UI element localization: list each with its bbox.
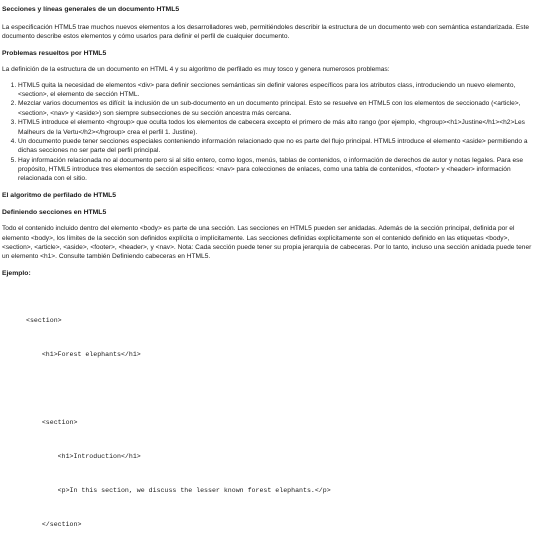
- example-heading: Ejemplo:: [2, 269, 31, 277]
- intro-paragraph: La especificación HTML5 trae muchos nuevos elementos a los desarrolladores web, permitiéndoles describir la estructura de un documento web con semántica estandarizada. Este documento describe estos elementos y cómo usarlos para definir el perfil de cualquier documento.: [2, 23, 530, 41]
- code-line: [26, 383, 538, 394]
- list-item: 4. Un documento puede tener secciones especiales conteniendo información relacionado que no es parte del flujo principal. HTML5 introduce el elemento <aside> permitiendo a dichas secciones no ser parte del perfil principal.: [18, 137, 538, 156]
- problems-intro: La definición de la estructura de un documento en HTML 4 y su algoritmo de perfilado es muy tosco y genera numerosos problemas:: [2, 66, 390, 74]
- code-example: [26, 293, 538, 553]
- code-line: <h1>Forest elephants</h1>: [26, 351, 141, 359]
- list-item: 2. Mezclar varios documentos es difícil: la inclusión de un sub-documento en un documento principal. Esto se resuelve en HTML5 con los elementos de seccionado (<article>, <section>, <nav> y <aside>) son siempre subsecciones de su sección ancestra más cercana.: [18, 99, 538, 118]
- list-item: 1. HTML5 quita la necesidad de elementos <div> para definir secciones semánticas sin definir valores específicos para los atributos class, introduciendo un nuevo elemento, <section>, el elemento de sección HTML.: [18, 81, 538, 100]
- problems-heading: Problemas resueltos por HTML5: [2, 49, 107, 57]
- code-line: <section>: [26, 317, 62, 325]
- list-item: 5. Hay información relacionada no al documento pero si al sitio entero, como logos, menús, tablas de contenidos, o información de derechos de autor y notas legales. Para ese propósito, HTML5 introduce tres elementos de sección específicos: <nav> para colecciones de enlaces, como una tabla de contenidos, <footer> y <header> información relacionada con el sitio.: [18, 156, 538, 184]
- code-line: <p>In this section, we discuss the lesser known forest elephants.</p>: [26, 487, 331, 495]
- code-line: <h1>Introduction</h1>: [26, 453, 141, 461]
- defining-sections-paragraph: Todo el contenido incluido dentro del elemento <body> es parte de una sección. Las secciones en HTML5 pueden ser anidadas. Además de la sección principal, definida por el elemento <body>, los límites de la sección son definidos explícita o implícitamente. Las secciones definidas explícitamente son el contenido definido en las etiquetas <body>, <section>, <article>, <aside>, <footer>, <header>, y <nav>. Nota: Cada sección puede tener su propia jerarquía de cabeceras. Por lo tanto, incluso una sección anidada puede tener un elemento <h1>. Consulte también Definiendo cabeceras en HTML5.: [2, 225, 532, 261]
- code-line: <section>: [26, 419, 78, 427]
- list-item: 3. HTML5 introduce el elemento <hgroup> que oculta todos los elementos de cabecera excepto el primero de más alto rango (por ejemplo, <hgroup><h1>Justine</h1><h2>Les Malheurs de la Vertu</h2></hgroup> crea el perfil 1. Justine).: [18, 118, 538, 137]
- problems-list: [2, 81, 538, 184]
- defining-sections-heading: Definiendo secciones en HTML5: [2, 208, 107, 216]
- algorithm-heading: El algoritmo de perfilado de HTML5: [2, 191, 117, 199]
- document-title: Secciones y líneas generales de un documento HTML5: [2, 6, 180, 13]
- code-line: </section>: [26, 521, 82, 529]
